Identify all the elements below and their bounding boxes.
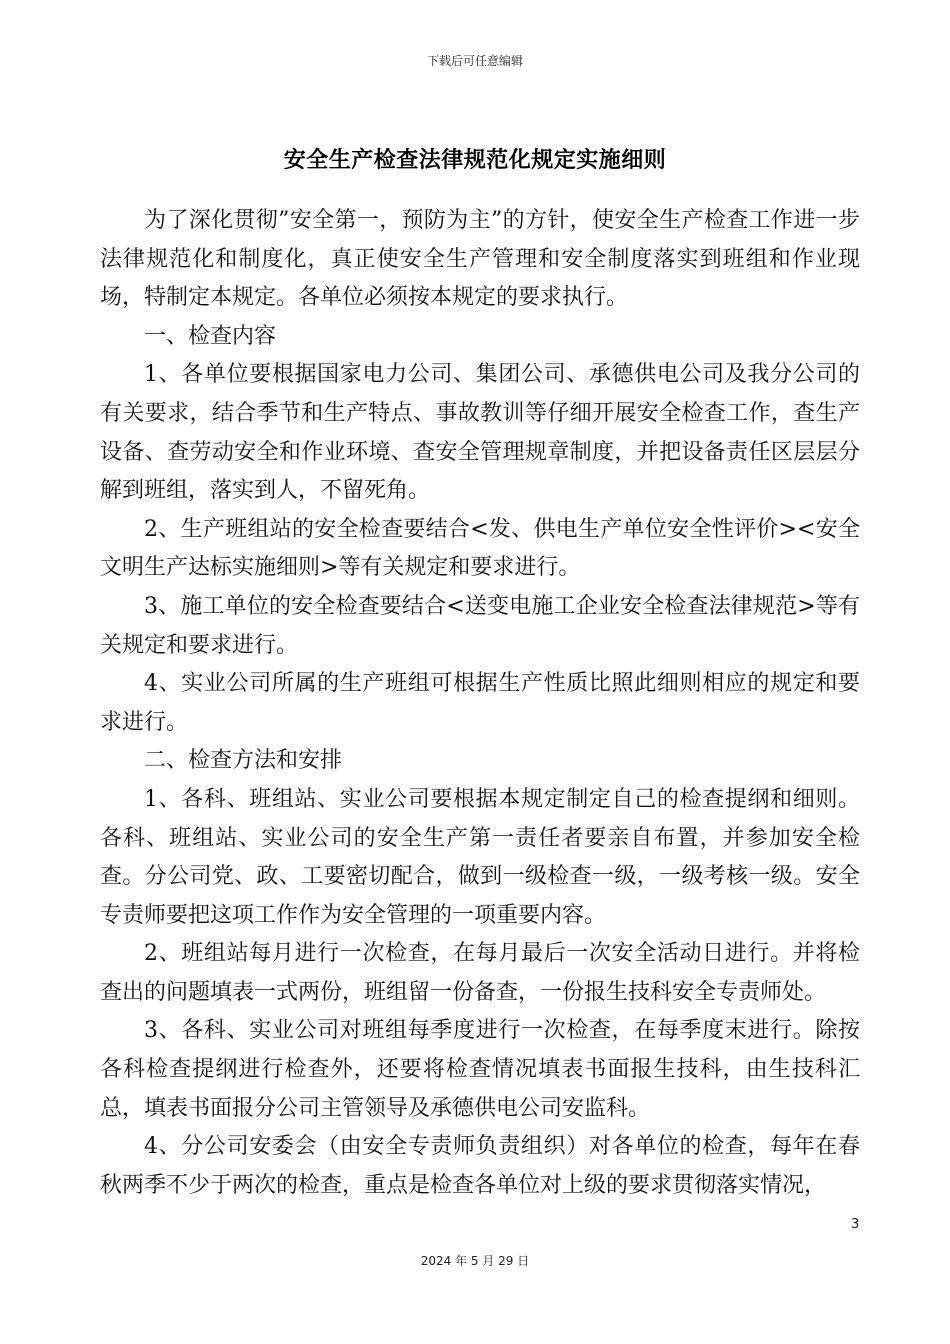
- document-body: [100, 202, 860, 1205]
- paragraph-method-item-1: 1、各科、班组站、实业公司要根据本规定制定自己的检查提纲和细则。各科、班组站、实业公司的安全生产第一责任者要亲自布置，并参加安全检查。分公司党、政、工要密切配合，做到一级检查一级，一级考核一级。安全专责师要把这项工作作为安全管理的一项重要内容。: [100, 786, 860, 928]
- section-heading-methods: 二、检查方法和安排: [144, 748, 343, 774]
- paragraph-content-item-1: 1、各单位要根据国家电力公司、集团公司、承德供电公司及我分公司的有关要求，结合季节和生产特点、事故教训等仔细开展安全检查工作，查生产设备、查劳动安全和作业环境、查安全管理规章制度，并把设备责任区层层分解到班组，落实到人，不留死角。: [100, 362, 860, 504]
- paragraph-method-item-4: 4、分公司安委会（由安全专责师负责组织）对各单位的检查，每年在春秋两季不少于两次的检查，重点是检查各单位对上级的要求贯彻落实情况，: [100, 1134, 860, 1198]
- paragraph-content-item-2: 2、生产班组站的安全检查要结合<发、供电生产单位安全性评价><安全文明生产达标实施细则>等有关规定和要求进行。: [100, 516, 860, 581]
- page-number: 3: [851, 1217, 860, 1232]
- document-title: 安全生产检查法律规范化规定实施细则: [283, 148, 667, 173]
- paragraph-method-item-2: 2、班组站每月进行一次检查，在每月最后一次安全活动日进行。并将检查出的问题填表一式两份，班组留一份备查，一份报生技科安全专责师处。: [100, 941, 860, 1005]
- section-heading-inspection-content: 一、检查内容: [144, 323, 277, 349]
- paragraph-intro: 为了深化贯彻”安全第一，预防为主”的方针，使安全生产检查工作进一步法律规范化和制度化，真正使安全生产管理和安全制度落实到班组和作业现场，特制定本规定。各单位必须按本规定的要求执行。: [100, 208, 860, 311]
- paragraph-method-item-3: 3、各科、实业公司对班组每季度进行一次检查，在每季度末进行。除按各科检查提纲进行检查外，还要将检查情况填表书面报生技科，由生技科汇总，填表书面报分公司主管领导及承德供电公司安监科。: [100, 1018, 860, 1121]
- footer-date: 2024 年 5 月 29 日: [420, 1254, 530, 1268]
- paragraph-content-item-3: 3、施工单位的安全检查要结合<送变电施工企业安全检查法律规范>等有关规定和要求进行。: [100, 593, 860, 658]
- paragraph-content-item-4: 4、实业公司所属的生产班组可根据生产性质比照此细则相应的规定和要求进行。: [100, 671, 860, 735]
- header-note: 下载后可任意编辑: [426, 54, 523, 68]
